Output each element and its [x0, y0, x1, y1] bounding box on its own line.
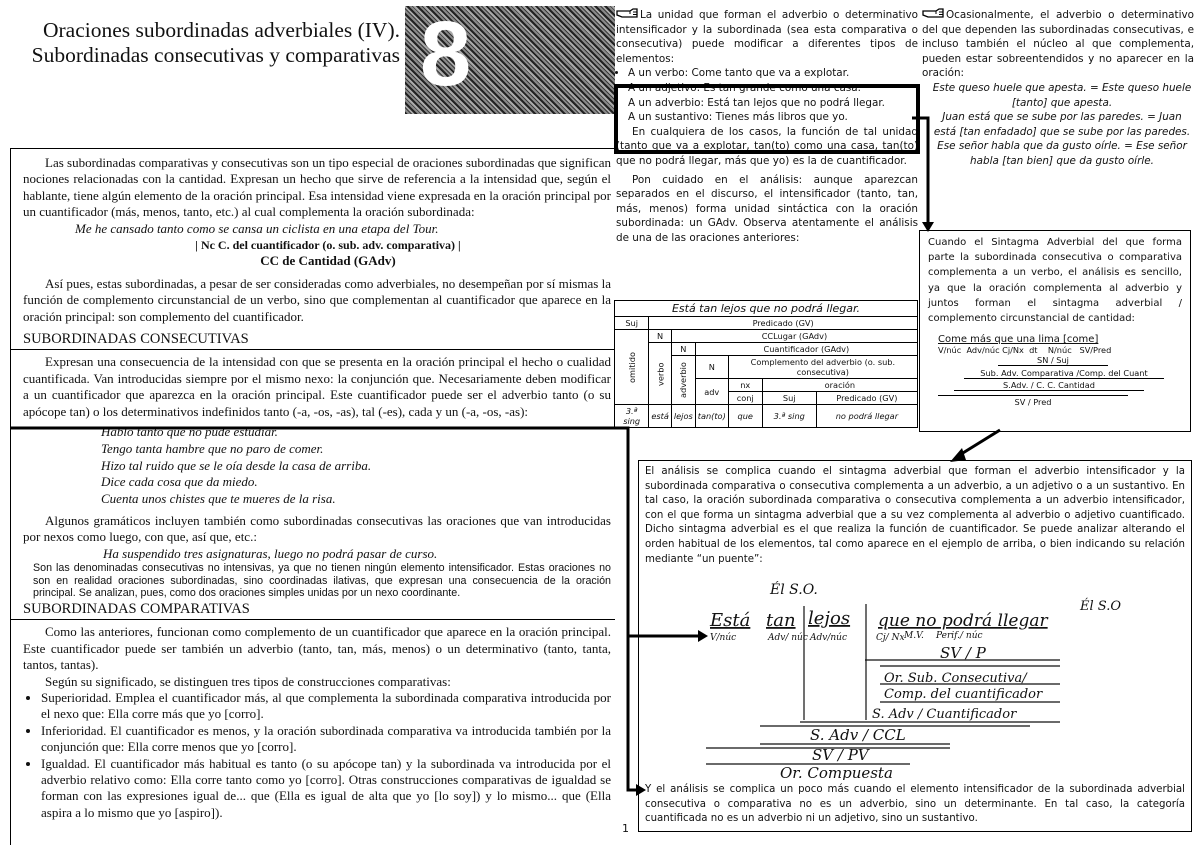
- arrow-head: [950, 448, 966, 462]
- comparativas-paragraph-1: Como las anteriores, funcionan como complemento de un cuantificador que aparece en la oración principal. Este cuantificador puede ser también un adverbio (tanto, tan, más, menos) o un determinativo (tanto, tanta, tantos, tantas).: [23, 624, 611, 673]
- consec-example-2: Ha suspendido tres asignaturas, luego no podrá pasar de curso.: [103, 545, 438, 561]
- table-cell: N: [695, 356, 728, 379]
- consec-example: Habló tanto que no pude estudiar.: [101, 424, 278, 440]
- table-cell: lejos: [671, 405, 695, 428]
- table-cell: Complemento del adverbio (o. sub. consecutiva): [728, 356, 917, 379]
- hand-label: S. Adv / CCL: [810, 726, 906, 744]
- list-item: • Superioridad. Emplea el cuantificador más, al que complementa la subordinada comparativa introducida por el nexo que: Ella corre más que yo [corro].: [41, 690, 611, 723]
- hand-tag: Cj/ Nx: [876, 633, 905, 643]
- right-example: Ese señor habla que da gusto oírle. = Ese señor habla [tan bien] que da gusto oírle.: [937, 140, 1187, 167]
- tree-sub: Sub. Adv. Comparativa /Comp. del Cuant: [964, 366, 1164, 379]
- middle-paragraph-3: Pon cuidado en el análisis: aunque aparezcan separados en el discurso, el intensificador (tanto, tan, más, menos) forma unidad sintáctica con la oración subordinada: un GAdv. Observa atentamente el análisis de una de las oraciones anteriores:: [616, 173, 918, 244]
- right-example: Juan está que se sube por las paredes. = Juan está [tan enfadado] que se sube por las paredes.: [933, 111, 1191, 138]
- page-number: 1: [622, 822, 629, 835]
- list-item: • Igualdad. El cuantificador más habitual es tanto (o su apócope tan) y la subordinada va introducida por el adverbio relativo como: Ella corre tanto como yo [corro]. Otras construcciones comparativas de igualdad se forman con las expresiones igual de... que (Ella es igual de alta que yo [lo soy]) y lo mismo... que (Ella aspira a lo mismo que yo [aspiro]).: [41, 756, 611, 822]
- list-item: • A un adjetivo: Es tan grande como una casa.: [628, 81, 918, 96]
- hand-tag: V/núc: [710, 633, 737, 643]
- table-cell: conj: [728, 392, 762, 405]
- table-cell: que: [728, 405, 762, 428]
- example-1-function: CC de Cantidad (GAdv): [260, 253, 396, 269]
- comparativas-paragraph-2: Según su significado, se distinguen tres tipos de construcciones comparativas:: [45, 673, 451, 689]
- intro-paragraph-2: Así pues, estas subordinadas, a pesar de ser consideradas como adverbiales, no desempeñan por sí mismas la función de complemento circunstancial de un verbo, sino que complementan al cuantificador que aparece en la oración principal: son complemento del cuantificador.: [23, 275, 611, 324]
- table-cell: 3.ª sing: [762, 405, 816, 428]
- hand-word: Está: [710, 610, 751, 631]
- table-cell: nx: [728, 379, 762, 392]
- unit-number: 8: [420, 3, 472, 105]
- hand-label: Or. Sub. Consecutiva/: [884, 671, 1027, 686]
- consec-example: Cuenta unos chistes que te mueres de la risa.: [101, 491, 336, 507]
- table-cell: Predicado (GV): [649, 317, 918, 330]
- heading-comparativas: SUBORDINADAS COMPARATIVAS: [11, 601, 615, 620]
- arrow-head: [636, 784, 646, 796]
- box3-text: El análisis se complica cuando el sintagma adverbial que forman el adverbio intensificador y la subordinada comparativa o consecutiva complementa a un adverbio, a un adjetivo o a un sustantivo. En tal caso, la oración subordinada comparativa o consecutiva complementa a un adverbio intensificador, con el que forma un sintagma adverbial que a su vez complementa al adverbio o adjetivo cuantificado. Dicho sintagma adverbial es el que realiza la función de cuantificador. Se puede analizar alterando el orden habitual de los elementos, tal como aparece en el ejemplo de arriba, o bien indicando su relación mediante “un puente”:: [645, 466, 1185, 565]
- table-cell: Predicado (GV): [816, 392, 917, 405]
- list-item: • A un verbo: Come tanto que va a explotar.: [628, 66, 918, 81]
- box3-end-text: Y el análisis se complica un poco más cuando el elemento intensificador de la subordinada adverbial consecutiva o comparativa no es un adverbio, sino un determinante. En tal caso, la categoría cuantificada no es un adverbio ni un adjetivo, sino un sustantivo.: [645, 784, 1185, 825]
- hand-label: Él S.O: [1080, 599, 1122, 614]
- hand-label: SV / P: [940, 644, 986, 662]
- middle-paragraph-1: La unidad que forman el adverbio o determinativo intensificador y la subordinada (sea esta comparativa o consecutiva) puede modificar a diferentes tipos de elementos:: [616, 9, 918, 65]
- arrow-line: [614, 428, 700, 636]
- list-item: • Inferioridad. El cuantificador es menos, y la oración subordinada comparativa va introducida también por la conjunción que: Ella corre menos que yo [corro].: [41, 723, 611, 756]
- consec-example: Tengo tanta hambre que no paro de comer.: [101, 440, 324, 456]
- middle-paragraph-2: En cualquiera de los casos, la función de tal unidad (tanto que va a explotar, tan(to) como una casa, tan(to) que no podrá llegar, más que yo) es la de cuantificador.: [616, 125, 918, 167]
- table-cell: 3.ª sing: [615, 405, 649, 428]
- table-cell: Suj: [762, 392, 816, 405]
- arrow-line: [958, 430, 1000, 456]
- hand-tag: M.V.: [904, 631, 924, 641]
- right-example: Este queso huele que apesta. = Este queso huele [tanto] que apesta.: [932, 81, 1192, 109]
- arrow-head: [922, 222, 934, 232]
- consecutivas-paragraph-1: Expresan una consecuencia de la intensidad con que se presenta en la oración principal el hecho o cualidad cuantificada. Van introducidas siempre por el mismo nexo: la conjunción que. Necesariamente deben modificar a un cuantificador que aparezca en la oración principal. Este cuantificador puede ser el adverbio tanto (o su apócope tan) o los determinativos indefinidos tanto (-a, -os, -as), tal (-es), cada y un (-a, -os, -as):: [23, 354, 611, 419]
- hand-label: Or. Compuesta: [780, 764, 893, 780]
- hand-tag: Adv/núc: [810, 633, 848, 643]
- table-cell: N: [671, 343, 695, 356]
- hand-tag: Adv/ núc: [768, 633, 808, 643]
- table-cell: tan(to): [695, 405, 728, 428]
- table-cell: CCLugar (GAdv): [671, 330, 917, 343]
- title-line-2: Subordinadas consecutivas y comparativas: [31, 43, 400, 67]
- example-1: Me he cansado tanto como se cansa un ciclista en una etapa del Tour.: [75, 220, 439, 236]
- list-item: • A un sustantivo: Tienes más libros que yo.: [628, 110, 918, 125]
- table-cell: adv: [695, 379, 728, 405]
- hand-word: lejos: [808, 608, 851, 629]
- arrow-head: [698, 630, 708, 642]
- arrow-line: [628, 636, 640, 790]
- title-line-1: Oraciones subordinadas adverbiales (IV).: [42, 18, 400, 42]
- tree-sadv: S.Adv. / C. C. Cantidad: [954, 379, 1144, 391]
- table-cell: no podrá llegar: [816, 405, 917, 428]
- hand-label: Comp. del cuantificador: [884, 687, 1043, 702]
- table-cell: Suj: [615, 317, 649, 330]
- table-cell: está: [649, 405, 672, 428]
- hand-word: que no podrá llegar: [878, 611, 1048, 631]
- hand-tag: Perif./ núc: [936, 631, 983, 641]
- table-cell: oración: [762, 379, 917, 392]
- table-caption: Está tan lejos que no podrá llegar.: [615, 301, 918, 317]
- right-paragraph-1: Ocasionalmente, el adverbio o determinativo del que dependen las subordinadas consecutivas, e incluso también el núcleo al que complementa, pueden estar sobreentendidos y no aparecer en la oración:: [922, 9, 1194, 80]
- intro-paragraph-1: Las subordinadas comparativas y consecutivas son un tipo especial de oraciones subordinadas que significan nociones relacionadas con la cantidad. Expresan un hecho que sirve de referencia a la intensidad que, según el hablante, tiene algún elemento de la oración principal. Esa intensidad viene expresada en la oración principal por un cuantificador (más, menos, tanto, etc.) al cual complementa la oración subordinada:: [23, 155, 611, 220]
- table-cell: adverbio: [671, 356, 695, 405]
- table-cell: omitido: [615, 330, 649, 405]
- table-cell: Cuantificador (GAdv): [695, 343, 917, 356]
- example-1-analysis: | Nc C. del cuantificador (o. sub. adv. comparativa) |: [195, 238, 461, 253]
- consecutivas-paragraph-2: Algunos gramáticos incluyen también como subordinadas consecutivas las oraciones que van introducidas por nexos como luego, con que, así que, etc.:: [23, 513, 611, 545]
- hand-label: S. Adv / Cuantificador: [872, 707, 1017, 722]
- table-cell: verbo: [649, 343, 672, 405]
- hand-label: SV / PV: [812, 746, 869, 764]
- tree-sentence: Come más que una lima [come]: [938, 334, 1099, 345]
- tree-sv: SV / Pred: [938, 395, 1128, 407]
- hand-word: tan: [766, 610, 796, 631]
- table-cell: N: [649, 330, 672, 343]
- consec-example: Hizo tal ruido que se le oía desde la casa de arriba.: [101, 457, 372, 473]
- box2-text: Cuando el Sintagma Adverbial del que forma parte la subordinada consecutiva o comparativa complementa a un verbo, el análisis es sencillo, ya que la oración complementa al adverbio y juntos forman el sintagma adverbial / complemento circunstancial de cantidad:: [928, 237, 1182, 325]
- tree-sn: SN / Suj: [998, 355, 1108, 366]
- arrow-line: [912, 118, 928, 224]
- heading-consecutivas: SUBORDINADAS CONSECUTIVAS: [11, 331, 615, 350]
- list-item: • A un adverbio: Está tan lejos que no podrá llegar.: [628, 96, 918, 111]
- consec-example: Dice cada cosa que da miedo.: [101, 474, 258, 490]
- hand-label: Él S.O.: [770, 582, 818, 598]
- tree-tags: V/núc Adv/núc Cj/Nx dt N/núc SV/Pred: [938, 345, 1112, 355]
- consecutivas-note: Son las denominadas consecutivas no intensivas, ya que no tienen ningún elemento intensificador. Estas oraciones no son en realidad oraciones subordinadas, sino coordinadas ilativas, que expresan una consecuencia de la oración principal. Se analizan, pues, como dos oraciones simples unidas por un nexo coordinante.: [33, 562, 611, 599]
